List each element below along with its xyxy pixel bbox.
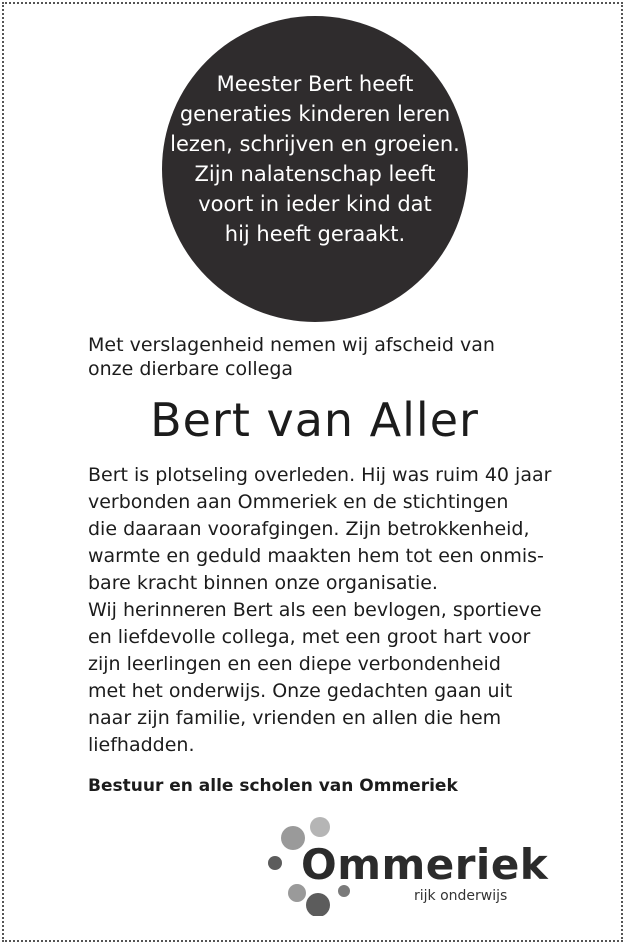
- logo-wordmark: Ommeriek: [301, 840, 549, 889]
- body-line: zijn leerlingen en een diepe verbondenheid: [88, 653, 501, 675]
- quote-line: generaties kinderen leren: [179, 102, 451, 126]
- body-line: naar zijn familie, vrienden en allen die hem: [88, 707, 502, 729]
- quote-line: hij heeft geraakt.: [224, 222, 406, 246]
- logo-dot: [306, 893, 330, 916]
- logo-dot: [310, 817, 330, 837]
- body-line: Wij herinneren Bert als een bevlogen, sportieve: [88, 599, 542, 621]
- body-line: Bert is plotseling overleden. Hij was ruim 40 jaar: [88, 464, 552, 486]
- quote-line: Meester Bert heeft: [216, 72, 414, 96]
- quote-line: lezen, schrijven en groeien.: [170, 132, 460, 156]
- logo-dot: [268, 856, 282, 870]
- body-line: met het onderwijs. Onze gedachten gaan uit: [88, 680, 513, 702]
- body-line: en liefdevolle collega, met een groot hart voor: [88, 626, 531, 648]
- signature: Bestuur en alle scholen van Ommeriek: [88, 776, 458, 796]
- body-text: [88, 462, 598, 759]
- quote-circle: [162, 16, 468, 322]
- deceased-name: Bert van Aller: [150, 393, 479, 447]
- body-line: warmte en geduld maakten hem tot een onmis-: [88, 545, 544, 567]
- quote-text: [170, 69, 460, 249]
- body-line: verbonden aan Ommeriek en de stichtingen: [88, 491, 509, 513]
- ommeriek-logo: [264, 812, 549, 922]
- quote-line: voort in ieder kind dat: [198, 192, 432, 216]
- intro-line: onze dierbare collega: [88, 358, 294, 380]
- intro-text: [88, 333, 568, 381]
- intro-line: Met verslagenheid nemen wij afscheid van: [88, 334, 495, 356]
- logo-tagline: rijk onderwijs: [414, 888, 508, 904]
- quote-line: Zijn nalatenschap leeft: [194, 162, 436, 186]
- body-line: die daaraan voorafgingen. Zijn betrokkenheid,: [88, 518, 530, 540]
- body-line: liefhadden.: [88, 734, 195, 756]
- body-line: bare kracht binnen onze organisatie.: [88, 572, 438, 594]
